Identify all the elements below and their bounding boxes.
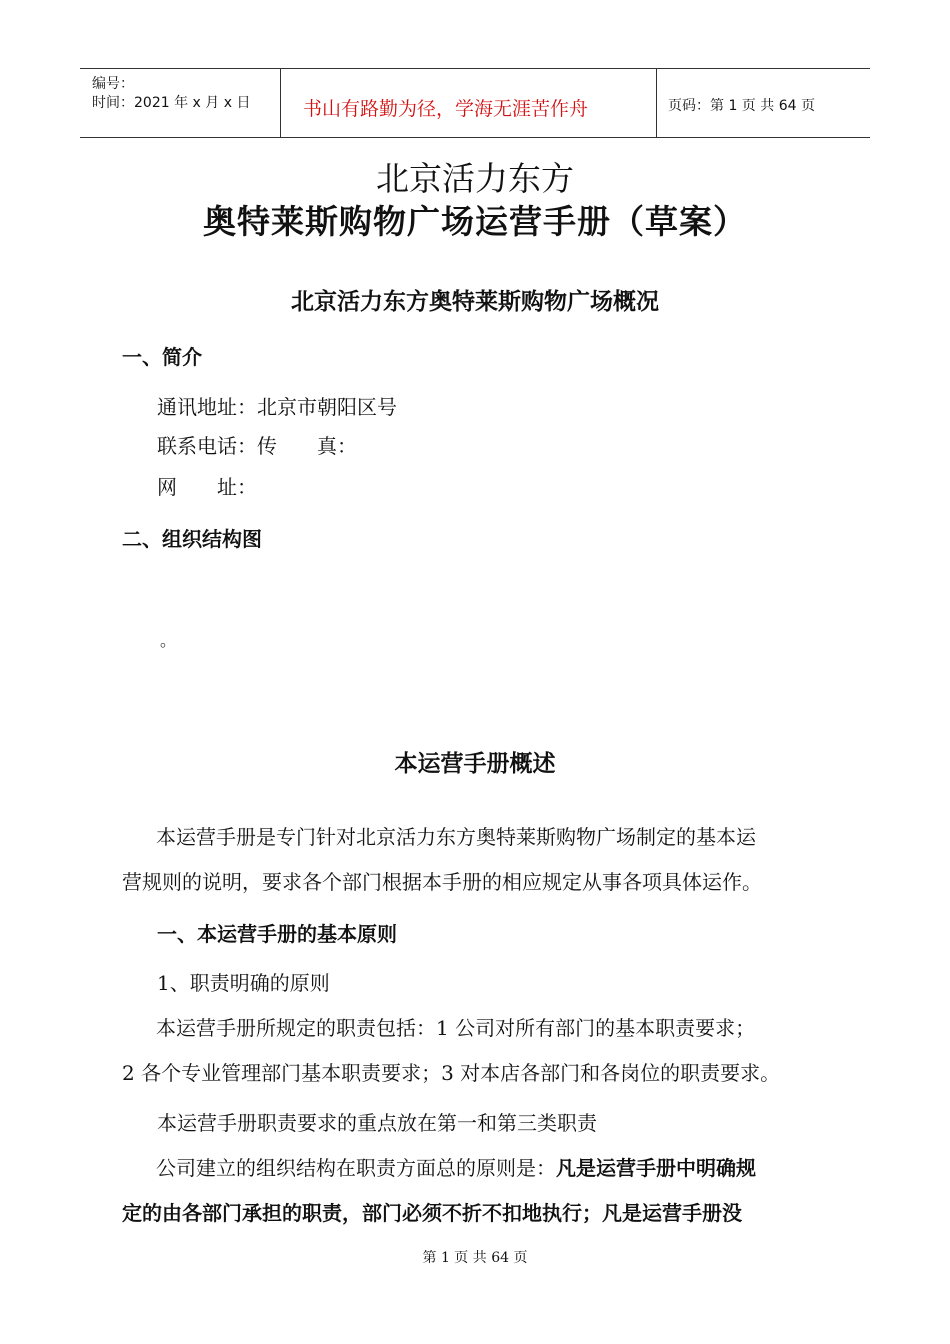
document-header [80, 68, 870, 138]
header-info-cell [80, 69, 280, 137]
org-principle-plain: 公司建立的组织结构在职责方面总的原则是： [156, 1156, 556, 1180]
number-label: 编号： [92, 76, 134, 92]
duties-line-1: 本运营手册所规定的职责包括：1 公司对所有部门的基本职责要求； [156, 1016, 756, 1040]
header-motto: 书山有路勤为径，学海无涯苦作舟 [303, 98, 589, 120]
time-label: 时间：2021 年 x 月 x 日 [92, 95, 251, 111]
duties-line-2: 2 各个专业管理部门基本职责要求；3 对本店各部门和各岗位的职责要求。 [122, 1061, 781, 1085]
org-chart-placeholder-dot: 。 [160, 631, 177, 650]
page-footer: 第 1 页 共 64 页 [422, 1250, 528, 1266]
section-intro-heading: 一、简介 [122, 345, 202, 369]
overview-heading: 北京活力东方奥特莱斯购物广场概况 [291, 288, 659, 315]
intro-line-2: 营规则的说明，要求各个部门根据本手册的相应规定从事各项具体运作。 [122, 870, 762, 894]
manual-overview-heading: 本运营手册概述 [394, 750, 556, 777]
intro-paragraph [122, 815, 834, 905]
focus-line: 本运营手册职责要求的重点放在第一和第三类职责 [157, 1111, 597, 1135]
header-page-info: 页码：第 1 页 共 64 页 [668, 98, 815, 114]
section-org-chart-heading: 二、组织结构图 [122, 527, 262, 551]
principle-item-1: 1、职责明确的原则 [157, 971, 330, 995]
header-page-cell [656, 69, 870, 137]
website-line: 网 址： [157, 475, 257, 499]
address-line: 通讯地址：北京市朝阳区号 [157, 395, 397, 419]
principles-heading: 一、本运营手册的基本原则 [157, 922, 397, 946]
duties-paragraph [122, 1006, 834, 1096]
document-title-line1: 北京活力东方 [376, 159, 574, 198]
phone-fax-line: 联系电话：传 真： [157, 434, 357, 458]
intro-line-1: 本运营手册是专门针对北京活力东方奥特莱斯购物广场制定的基本运 [156, 825, 756, 849]
org-principle-paragraph [122, 1146, 834, 1236]
document-title-line2: 奥特莱斯购物广场运营手册（草案） [203, 202, 747, 241]
org-principle-line-2: 定的由各部门承担的职责，部门必须不折不扣地执行；凡是运营手册没 [122, 1201, 742, 1225]
header-motto-cell [280, 69, 657, 137]
org-principle-line-1 [122, 1146, 834, 1191]
org-principle-bold-1: 凡是运营手册中明确规 [556, 1156, 756, 1180]
